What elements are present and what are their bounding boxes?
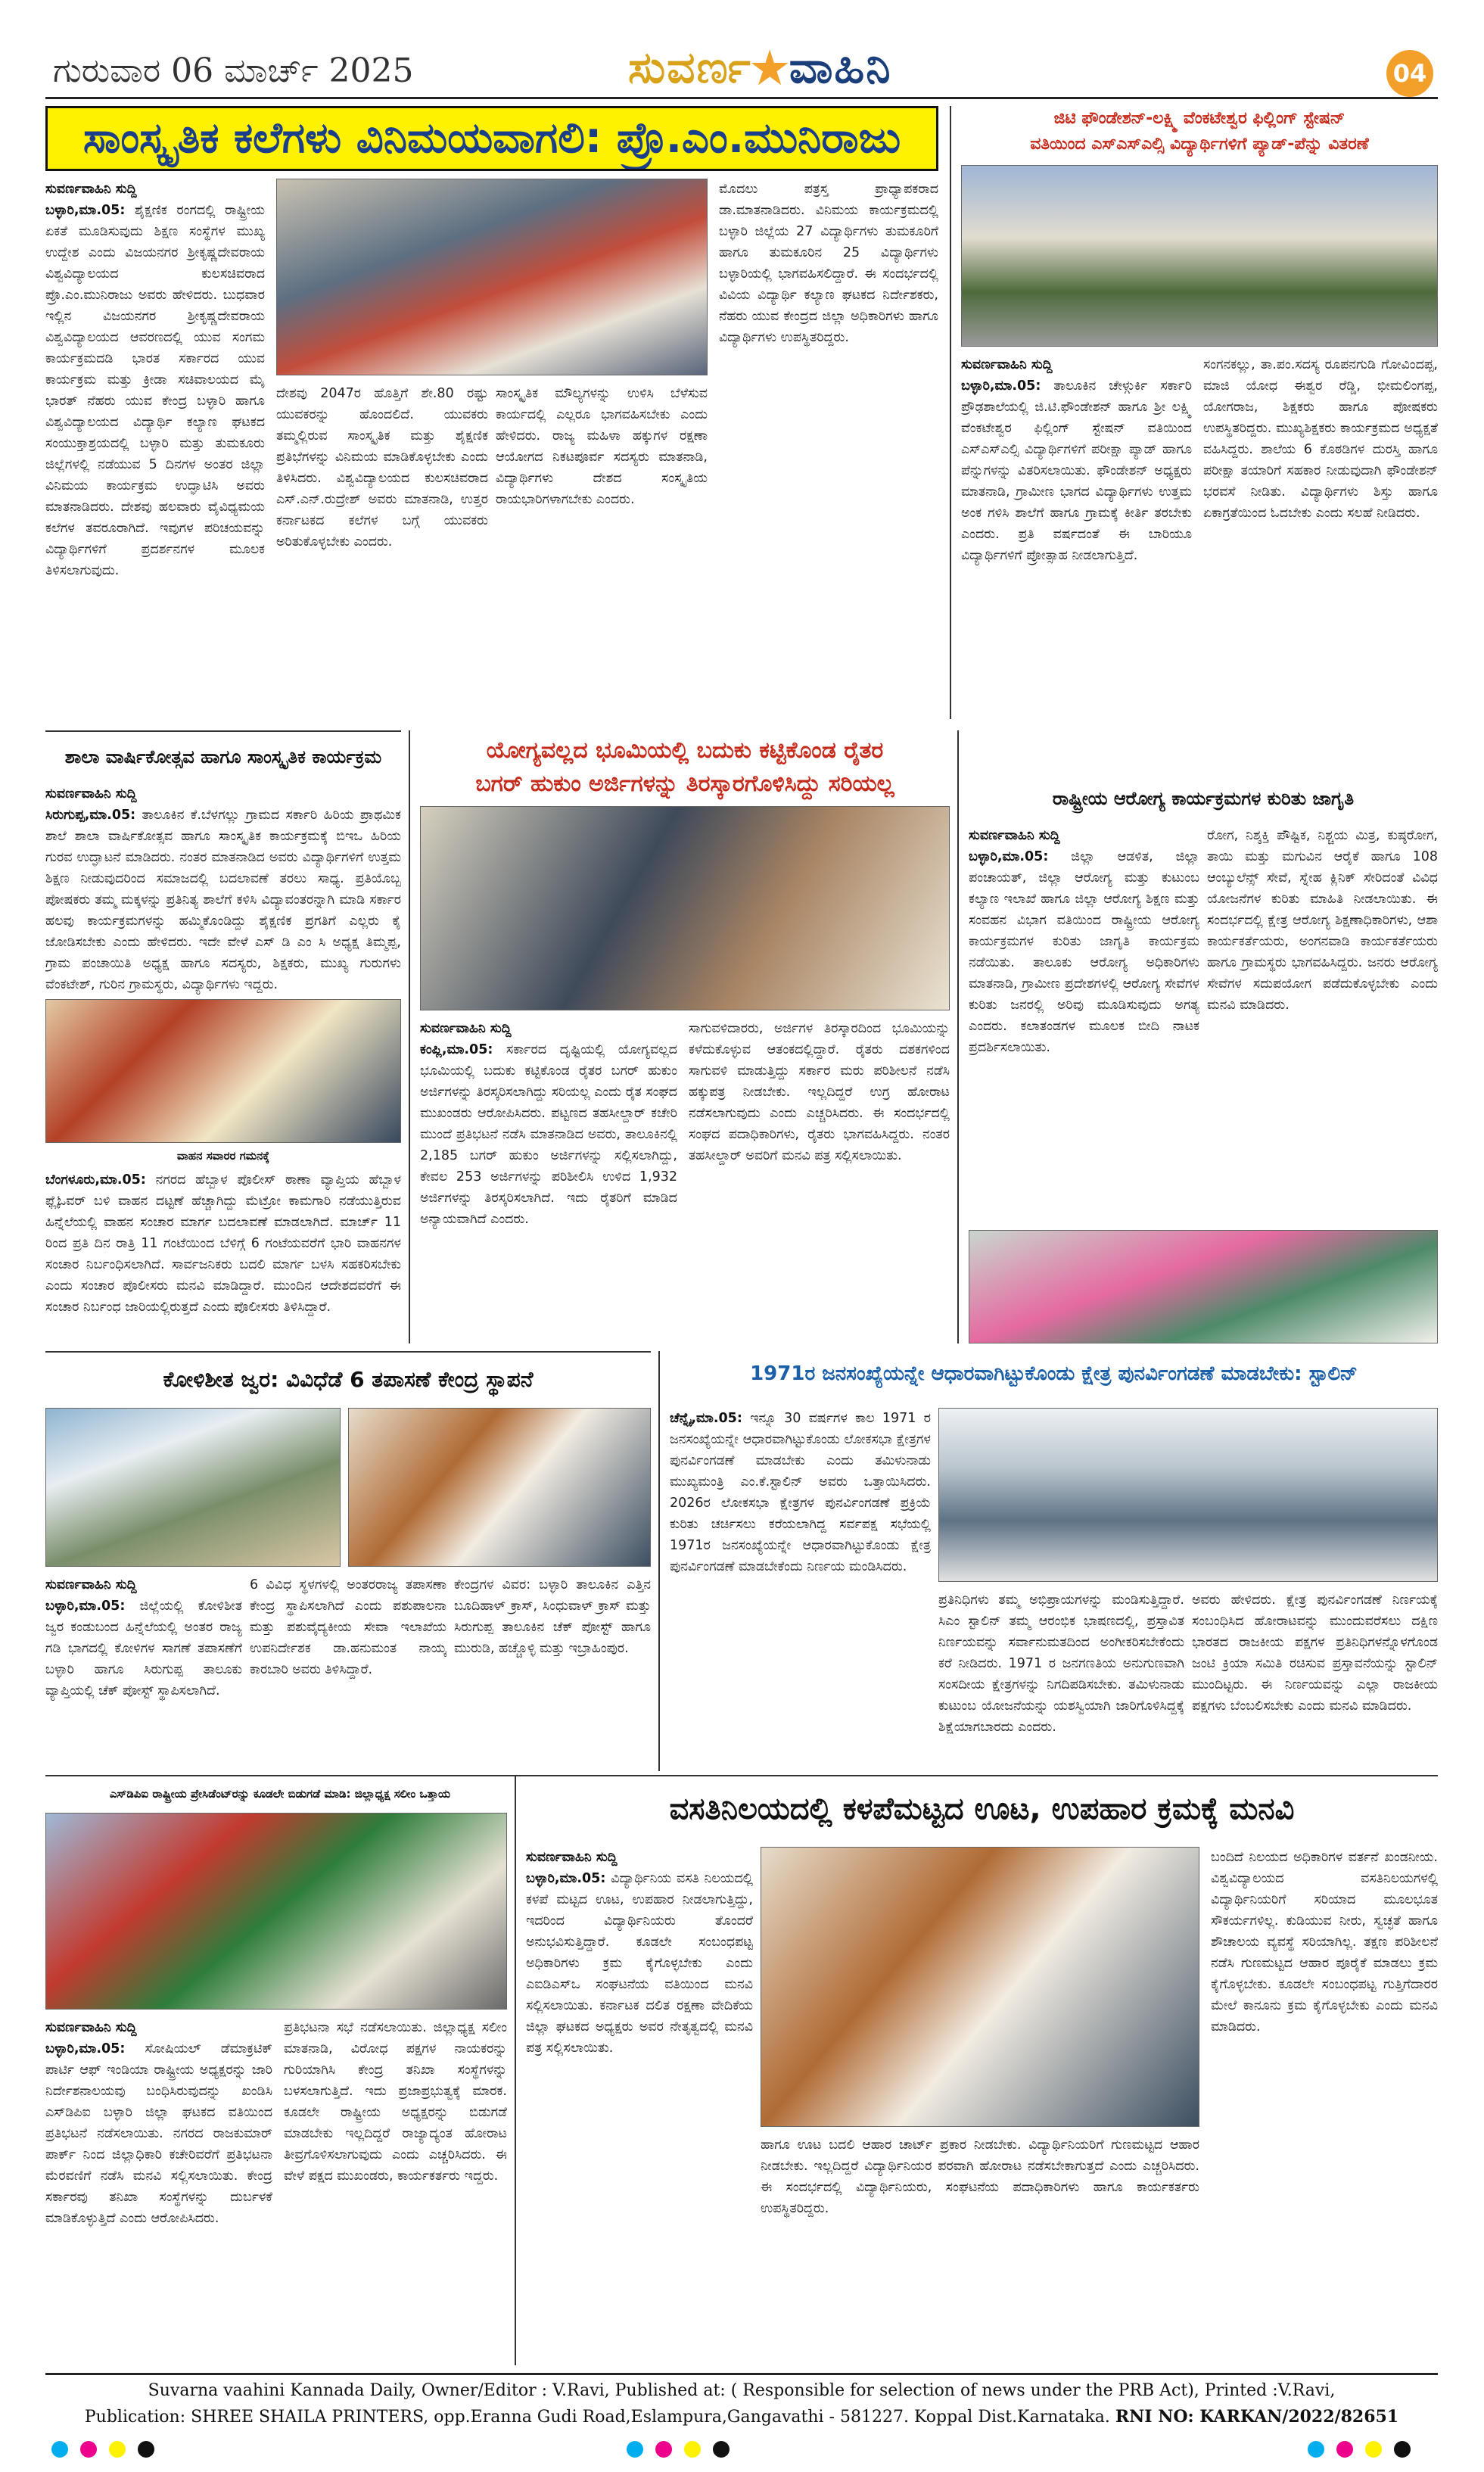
story10-col2: ಹಾಗೂ ಊಟ ಬದಲಿ ಆಹಾರ ಚಾರ್ಟ್ ಪ್ರಕಾರ ನೀಡಬೇಕು. ವಿದ್ಯಾರ್ಥಿನಿಯರಿಗೆ ಗುಣಮಟ್ಟದ ಆಹಾರ ನೀಡಬೇಕು. ಇಲ್ಲದಿದ್ದರೆ ವಿದ್ಯಾರ್ಥಿನಿಯರ ಪರವಾಗಿ ಹೋರಾಟ ನಡೆಸಬೇಕಾಗುತ್ತದೆ ಎಂದು ಎಚ್ಚರಿಸಿದರು. ಈ ಸಂದರ್ಭದಲ್ಲಿ ವಿದ್ಯಾರ್ಥಿನಿಯರು, ಸಂಘಟನೆಯ ಪದಾಧಿಕಾರಿಗಳು ಹಾಗೂ ಕಾರ್ಯಕರ್ತರು ಉಪಸ್ಥಿತರಿದ್ದರು. xyxy=(761,2137,1199,2216)
story1-byline: ಸುವರ್ಣವಾಹಿನಿ ಸುದ್ದಿ xyxy=(45,182,137,197)
story8-dateline: ಬಳ್ಳಾರಿ,ಮಾ.05: xyxy=(45,2041,126,2056)
story7-photo-2 xyxy=(348,1408,651,1567)
story6-byline: ಸುವರ್ಣವಾಹಿನಿ ಸುದ್ದಿ xyxy=(969,828,1060,843)
story5-headline xyxy=(420,734,950,801)
story7-col2: 6 ವಿವಿಧ ಸ್ಥಳಗಳಲ್ಲಿ ಅಂತರರಾಜ್ಯ ತಪಾಸಣಾ ಕೇಂದ್ರ ಸ್ಥಾಪಿಸಲಾಗಿದೆ ಎಂದು ಪಶುಪಾಲನಾ ಮತ್ತು ಪಶುವೈದ್ಯಕೀಯ ಸೇವಾ ಇಲಾಖೆಯ ಉಪನಿರ್ದೇಶಕ ಡಾ.ಹನುಮಂತ ನಾಯ್ಕ ಕಾರಬಾರಿ ಅವರು ತಿಳಿಸಿದ್ದಾರೆ. xyxy=(250,1577,446,1677)
story9-col3: ಅವರು ಹೇಳಿದರು. ಕ್ಷೇತ್ರ ಪುನರ್ವಿಂಗಡಣೆ ನಿರ್ಣಯಕ್ಕೆ ಸಂಬಂಧಿಸಿದ ಹೋರಾಟವನ್ನು ಮುಂದುವರೆಸಲು ದಕ್ಷಿಣ ಭಾರತದ ರಾಜಕೀಯ ಪಕ್ಷಗಳ ಪ್ರತಿನಿಧಿಗಳನ್ನೊಳಗೊಂಡ ಜಂಟಿ ಕ್ರಿಯಾ ಸಮಿತಿ ರಚಿಸುವ ಪ್ರಸ್ತಾವನೆಯನ್ನು ಸ್ಟಾಲಿನ್ ಮುಂದಿಟ್ಟರು. ಈ ನಿರ್ಣಯವನ್ನು ಎಲ್ಲಾ ರಾಜಕೀಯ ಪಕ್ಷಗಳು ಬೆಂಬಲಿಸಬೇಕು ಎಂದು ಮನವಿ ಮಾಡಿದರು. xyxy=(1192,1592,1438,1714)
story10-headline: ವಸತಿನಿಲಯದಲ್ಲಿ ಕಳಪೆಮಟ್ಟದ ಊಟ, ಉಪಹಾರ ಕ್ರಮಕ್ಕೆ ಮನವಿ xyxy=(669,1792,1295,1826)
footer-line1: Suvarna vaahini Kannada Daily, Owner/Editor : V.Ravi, Published at: ( Responsible for selection of news under the PRB Act), Printed :V.Ravi, xyxy=(148,2381,1336,2400)
story3-byline: ಸುವರ್ಣವಾಹಿನಿ ಸುದ್ದಿ xyxy=(45,786,137,802)
story9-headline: 1971ರ ಜನಸಂಖ್ಯೆಯನ್ನೇ ಆಧಾರವಾಗಿಟ್ಟುಕೊಂಡು ಕ್ಷೇತ್ರ ಪುನರ್ವಿಂಗಡಣೆ ಮಾಡಬೇಕು: ಸ್ಟಾಲಿನ್ xyxy=(750,1362,1358,1385)
logo-text-1: ಸುವರ್ಣ xyxy=(628,42,752,93)
story5-dateline: ಕಂಪ್ಲಿ,ಮಾ.05: xyxy=(420,1042,493,1057)
story6-headline: ರಾಷ್ಟ್ರೀಯ ಆರೋಗ್ಯ ಕಾರ್ಯಕ್ರಮಗಳ ಕುರಿತು ಜಾಗೃತಿ xyxy=(1052,788,1355,809)
story7-headline: ಕೋಳಿಶೀತ ಜ್ವರ: ವಿವಿಧೆಡೆ 6 ತಪಾಸಣೆ ಕೇಂದ್ರ ಸ್ಥಾಪನೆ xyxy=(163,1367,534,1392)
footer-rule xyxy=(45,2373,1438,2375)
story5-headline-line2: ಬಗರ್ ಹುಕುಂ ಅರ್ಜಿಗಳನ್ನು ತಿರಸ್ಕಾರಗೊಳಿಸಿದ್ದು ಸರಿಯಲ್ಲ xyxy=(475,771,894,797)
footer-rni: RNI NO: KARKAN/2022/82651 xyxy=(1115,2407,1399,2427)
story2-text-1: ತಾಲೂಕಿನ ಚೇಳ್ಗುರ್ಕಿ ಸರ್ಕಾರಿ ಪ್ರೌಢಶಾಲೆಯಲ್ಲಿ ಜಿ.ಟಿ.ಫೌಂಡೇಶನ್ ಹಾಗೂ ಶ್ರೀ ಲಕ್ಷ್ಮಿ ವೆಂಕಟೇಶ್ವರ ಫಿಲ್ಲಿಂಗ್ ಸ್ಟೇಷನ್ ವತಿಯಿಂದ ಎಸ್ಎಸ್ಎಲ್ಸಿ ವಿದ್ಯಾರ್ಥಿಗಳಿಗೆ ಪರೀಕ್ಷಾ ಪ್ಯಾಡ್ ಹಾಗೂ ಪೆನ್ನುಗಳನ್ನು ವಿತರಿಸಲಾಯಿತು. ಫೌಂಡೇಶನ್ ಅಧ್ಯಕ್ಷರು ಮಾತನಾಡಿ, ಗ್ರಾಮೀಣ ಭಾಗದ ವಿದ್ಯಾರ್ಥಿಗಳು ಉತ್ತಮ ಅಂಕ ಗಳಿಸಿ ಶಾಲೆಗೆ ಹಾಗೂ ಗ್ರಾಮಕ್ಕೆ ಕೀರ್ತಿ ತರಬೇಕು ಎಂದರು. ಪ್ರತಿ ವರ್ಷದಂತೆ ಈ ಬಾರಿಯೂ ವಿದ್ಯಾರ್ಥಿಗಳಿಗೆ ಪ್ರೋತ್ಸಾಹ ನೀಡಲಾಗುತ್ತಿದೆ. xyxy=(961,378,1192,563)
story9-photo xyxy=(938,1408,1438,1582)
story6-photo xyxy=(969,1230,1438,1343)
story7-dateline: ಬಳ್ಳಾರಿ,ಮಾ.05: xyxy=(45,1599,126,1614)
story7-photo-1 xyxy=(45,1408,341,1567)
story1-col4: ಮೊದಲು ಪತ್ರಸ್ತ ಪ್ರಾಧ್ಯಾಪಕರಾದ ಡಾ.ಮಾತನಾಡಿದರು. ವಿನಿಮಯ ಕಾರ್ಯಕ್ರಮದಲ್ಲಿ ಬಳ್ಳಾರಿ ಜಿಲ್ಲೆಯ 27 ವಿದ್ಯಾರ್ಥಿಗಳು ತುಮಕೂರಿಗೆ ಹಾಗೂ ತುಮಕೂರಿನ 25 ವಿದ್ಯಾರ್ಥಿಗಳು ಬಳ್ಳಾರಿಯಲ್ಲಿ ಭಾಗವಹಿಸಲಿದ್ದಾರೆ. ಈ ಸಂದರ್ಭದಲ್ಲಿ ವಿವಿಯ ವಿದ್ಯಾರ್ಥಿ ಕಲ್ಯಾಣ ಘಟಕದ ನಿರ್ದೇಶಕರು, ನೆಹರು ಯುವ ಕೇಂದ್ರದ ಜಿಲ್ಲಾ ಅಧಿಕಾರಿಗಳು ಹಾಗೂ ವಿದ್ಯಾರ್ಥಿಗಳು ಉಪಸ್ಥಿತರಿದ್ದರು. xyxy=(719,182,938,345)
registration-marks-center xyxy=(621,2441,736,2461)
story8-headline: ಎಸ್‌ಡಿಪಿಐ ರಾಷ್ಟ್ರೀಯ ಪ್ರೇಸಿಡೆಂಟ್‌ರನ್ನು ಕೂಡಲೇ ಬಿಡುಗಡೆ ಮಾಡಿ: ಜಿಲ್ಲಾಧ್ಯಕ್ಷ ಸಲೀಂ ಒತ್ತಾಯ xyxy=(109,1787,451,1801)
story5-byline: ಸುವರ್ಣವಾಹಿನಿ ಸುದ್ದಿ xyxy=(420,1021,512,1036)
story3-photo xyxy=(45,999,401,1143)
story10-col3: ಬಂದಿದೆ ನಿಲಯದ ಅಧಿಕಾರಿಗಳ ವರ್ತನೆ ಖಂಡನೀಯ. ವಿಶ್ವವಿದ್ಯಾಲಯದ ವಸತಿನಿಲಯಗಳಲ್ಲಿ ವಿದ್ಯಾರ್ಥಿನಿಯರಿಗೆ ಸರಿಯಾದ ಮೂಲಭೂತ ಸೌಕರ್ಯಗಳಿಲ್ಲ. ಕುಡಿಯುವ ನೀರು, ಸ್ವಚ್ಛತೆ ಹಾಗೂ ಶೌಚಾಲಯ ವ್ಯವಸ್ಥೆ ಸರಿಯಾಗಿಲ್ಲ. ತಕ್ಷಣ ಪರಿಶೀಲನೆ ನಡೆಸಿ ಗುಣಮಟ್ಟದ ಆಹಾರ ಪೂರೈಕೆ ಮಾಡಲು ಕ್ರಮ ಕೈಗೊಳ್ಳಬೇಕು. ಕೂಡಲೇ ಸಂಬಂಧಪಟ್ಟ ಗುತ್ತಿಗೆದಾರರ ಮೇಲೆ ಕಾನೂನು ಕ್ರಮ ಕೈಗೊಳ್ಳಬೇಕು ಎಂದು ಮನವಿ ಮಾಡಿದರು. xyxy=(1211,1850,1438,2035)
rule xyxy=(515,1775,1438,1776)
story9-text-1: ಇನ್ನೂ 30 ವರ್ಷಗಳ ಕಾಲ 1971 ರ ಜನಸಂಖ್ಯೆಯನ್ನೇ ಆಧಾರವಾಗಿಟ್ಟುಕೊಂಡು ಲೋಕಸಭಾ ಕ್ಷೇತ್ರಗಳ ಪುನರ್ವಿಂಗಡಣೆ ಮಾಡಬೇಕು ಎಂದು ತಮಿಳುನಾಡು ಮುಖ್ಯಮಂತ್ರಿ ಎಂ.ಕೆ.ಸ್ಟಾಲಿನ್ ಅವರು ಒತ್ತಾಯಿಸಿದರು. 2026ರ ಲೋಕಸಭಾ ಕ್ಷೇತ್ರಗಳ ಪುನರ್ವಿಂಗಡಣೆ ಪ್ರಕ್ರಿಯೆ ಕುರಿತು ಚರ್ಚಿಸಲು ಕರೆಯಲಾಗಿದ್ದ ಸರ್ವಪಕ್ಷ ಸಭೆಯಲ್ಲಿ 1971ರ ಜನಸಂಖ್ಯೆಯನ್ನೇ ಆಧಾರವಾಗಿಟ್ಟುಕೊಂಡು ಕ್ಷೇತ್ರ ಪುನರ್ವಿಂಗಡಣೆ ಮಾಡಬೇಕೆಂದು ನಿರ್ಣಯ ಮಂಡಿಸಿದರು. xyxy=(670,1411,931,1574)
registration-marks-right xyxy=(1302,2441,1417,2461)
story8-text-1: ಸೋಷಿಯಲ್ ಡೆಮಾಕ್ರಟಿಕ್ ಪಾರ್ಟಿ ಆಫ್ ಇಂಡಿಯಾ ರಾಷ್ಟ್ರೀಯ ಅಧ್ಯಕ್ಷರನ್ನು ಜಾರಿ ನಿರ್ದೇಶನಾಲಯವು ಬಂಧಿಸಿರುವುದನ್ನು ಖಂಡಿಸಿ ಎಸ್‌ಡಿಪಿಐ ಬಳ್ಳಾರಿ ಜಿಲ್ಲಾ ಘಟಕದ ವತಿಯಿಂದ ಪ್ರತಿಭಟನೆ ನಡೆಸಲಾಯಿತು. ನಗರದ ರಾಜಕುಮಾರ್ ಪಾರ್ಕ್ ನಿಂದ ಜಿಲ್ಲಾಧಿಕಾರಿ ಕಚೇರಿವರೆಗೆ ಪ್ರತಿಭಟನಾ ಮೆರವಣಿಗೆ ನಡೆಸಿ ಮನವಿ ಸಲ್ಲಿಸಲಾಯಿತು. ಕೇಂದ್ರ ಸರ್ಕಾರವು ತನಿಖಾ ಸಂಸ್ಥೆಗಳನ್ನು ದುರ್ಬಳಕೆ ಮಾಡಿಕೊಳ್ಳುತ್ತಿದೆ ಎಂದು ಆರೋಪಿಸಿದರು. xyxy=(45,2041,272,2226)
story9-col2: ಪ್ರತಿನಿಧಿಗಳು ತಮ್ಮ ಅಭಿಪ್ರಾಯಗಳನ್ನು ಮಂಡಿಸುತ್ತಿದ್ದಾರೆ. ಸಿಎಂ ಸ್ಟಾಲಿನ್ ತಮ್ಮ ಆರಂಭಿಕ ಭಾಷಣದಲ್ಲಿ, ಪ್ರಸ್ತಾವಿತ ನಿರ್ಣಯವನ್ನು ಸರ್ವಾನುಮತದಿಂದ ಅಂಗೀಕರಿಸಬೇಕೆಂದು ಕರೆ ನೀಡಿದರು. 1971 ರ ಜನಗಣತಿಯ ಅನುಗುಣವಾಗಿ ಸಂಸದೀಯ ಕ್ಷೇತ್ರಗಳನ್ನು ನಿಗದಿಪಡಿಸಬೇಕು. ತಮಿಳುನಾಡು ಕುಟುಂಬ ಯೋಜನೆಯನ್ನು ಯಶಸ್ವಿಯಾಗಿ ಜಾರಿಗೊಳಿಸಿದ್ದಕ್ಕೆ ಶಿಕ್ಷೆಯಾಗಬಾರದು ಎಂದರು. xyxy=(938,1592,1184,1735)
story9-col1 xyxy=(670,1408,931,1771)
story3-text: ತಾಲೂಕಿನ ಕೆ.ಬೆಳಗಲ್ಲು ಗ್ರಾಮದ ಸರ್ಕಾರಿ ಹಿರಿಯ ಪ್ರಾಥಮಿಕ ಶಾಲೆ ಶಾಲಾ ವಾರ್ಷಿಕೋತ್ಸವ ಹಾಗೂ ಸಾಂಸ್ಕೃತಿಕ ಕಾರ್ಯಕ್ರಮಕ್ಕೆ ಬಿಇಒ ಹಿರಿಯ ಗುರವ ಉದ್ಘಾಟನೆ ಮಾಡಿದರು. ನಂತರ ಮಾತನಾಡಿದ ಅವರು ವಿದ್ಯಾರ್ಥಿಗಳಿಗೆ ಉತ್ತಮ ಶಿಕ್ಷಣ ನೀಡುವುದರಿಂದ ಸಮಾಜದಲ್ಲಿ ಬದಲಾವಣೆ ತರಲು ಸಾಧ್ಯ. ಪ್ರತಿಯೊಬ್ಬ ಪೋಷಕರು ತಮ್ಮ ಮಕ್ಕಳನ್ನು ಪ್ರತಿನಿತ್ಯ ಶಾಲೆಗೆ ಕಳಿಸಿ ವಿದ್ಯಾವಂತರನ್ನಾಗಿ ಮಾಡಿ ಸರ್ಕಾರ ಹಲವು ಕಾರ್ಯಕ್ರಮಗಳನ್ನು ಹಮ್ಮಿಕೊಂಡಿದ್ದು ಶೈಕ್ಷಣಿಕ ಪ್ರಗತಿಗೆ ಎಲ್ಲರು ಕೈ ಜೋಡಿಸಬೇಕು ಎಂದು ಹೇಳಿದರು. ಇದೇ ವೇಳೆ ಎಸ್ ಡಿ ಎಂ ಸಿ ಅಧ್ಯಕ್ಷ ತಿಮ್ಮಪ್ಪ, ಗ್ರಾಮ ಪಂಚಾಯಿತಿ ಅಧ್ಯಕ್ಷ ಹಾಗೂ ಸದಸ್ಯರು, ಶಿಕ್ಷಕರು, ಮುಖ್ಯ ಗುರುಗಳು ವೆಂಕಟೇಶ್, ಗುರಿನ ಗ್ರಾಮಸ್ಥರು, ವಿದ್ಯಾರ್ಥಿಗಳು ಇದ್ದರು. xyxy=(45,808,401,992)
story5-col2: ಸಾಗುವಳಿದಾರರು, ಅರ್ಜಿಗಳ ತಿರಸ್ಕಾರದಿಂದ ಭೂಮಿಯನ್ನು ಕಳೆದುಕೊಳ್ಳುವ ಆತಂಕದಲ್ಲಿದ್ದಾರೆ. ರೈತರು ದಶಕಗಳಿಂದ ಸಾಗುವಳಿ ಮಾಡುತ್ತಿದ್ದು ಸರ್ಕಾರ ಮರು ಪರಿಶೀಲನೆ ನಡೆಸಿ ಹಕ್ಕುಪತ್ರ ನೀಡಬೇಕು. ಇಲ್ಲದಿದ್ದರೆ ಉಗ್ರ ಹೋರಾಟ ನಡೆಸಲಾಗುವುದು ಎಂದು ಎಚ್ಚರಿಸಿದರು. ಈ ಸಂದರ್ಭದಲ್ಲಿ ಸಂಘದ ಪದಾಧಿಕಾರಿಗಳು, ರೈತರು ಭಾಗವಹಿಸಿದ್ದರು. ನಂತರ ತಹಸೀಲ್ದಾರ್ ಅವರಿಗೆ ಮನವಿ ಪತ್ರ ಸಲ್ಲಿಸಲಾಯಿತು. xyxy=(689,1021,950,1163)
story3-headline: ಶಾಲಾ ವಾರ್ಷಿಕೋತ್ಸವ ಹಾಗೂ ಸಾಂಸ್ಕೃತಿಕ ಕಾರ್ಯಕ್ರಮ xyxy=(64,746,382,767)
story1-col3: ಸಾಂಸ್ಕೃತಿಕ ಮೌಲ್ಯಗಳನ್ನು ಉಳಿಸಿ ಬೆಳೆಸುವ ಕಾರ್ಯದಲ್ಲಿ ಎಲ್ಲರೂ ಭಾಗವಹಿಸಬೇಕು ಎಂದು ಹೇಳಿದರು. ರಾಜ್ಯ ಮಹಿಳಾ ಹಕ್ಕುಗಳ ರಕ್ಷಣಾ ಆಯೋಗದ ನಿಕಟಪೂರ್ವ ಸದಸ್ಯರು ಮಾತನಾಡಿ, ವಿದ್ಯಾರ್ಥಿಗಳು ದೇಶದ ಸಂಸ್ಕೃತಿಯ ರಾಯಭಾರಿಗಳಾಗಬೇಕು ಎಂದರು. xyxy=(496,386,708,507)
story1-col1 xyxy=(45,179,265,724)
story7-col3: ಕೇಂದ್ರಗಳ ವಿವರ: ಬಳ್ಳಾರಿ ತಾಲೂಕಿನ ಎತ್ತಿನ ಬೂದಿಹಾಳ್ ಕ್ರಾಸ್, ಸಿಂಧುವಾಳ್ ಕ್ರಾಸ್ ಮತ್ತು ಸಿರುಗುಪ್ಪ ತಾಲೂಕಿನ ಚೆಕ್ ಪೋಸ್ಟ್ ಹಾಗೂ ಮುರುಡಿ, ಹಚ್ಚೊಳ್ಳಿ ಮತ್ತು ಇಬ್ರಾಹಿಂಪುರ. xyxy=(454,1577,651,1656)
column-divider xyxy=(515,1775,516,2365)
story2-photo xyxy=(961,165,1438,347)
story10-byline: ಸುವರ್ಣವಾಹಿನಿ ಸುದ್ದಿ xyxy=(526,1850,618,1865)
story7-col1 xyxy=(45,1574,242,1767)
column-divider xyxy=(409,730,410,1343)
story2-byline: ಸುವರ್ಣವಾಹಿನಿ ಸುದ್ದಿ xyxy=(961,357,1053,372)
story3-body xyxy=(45,783,401,995)
column-divider xyxy=(658,1351,660,1771)
rule xyxy=(45,1351,651,1353)
column-divider xyxy=(950,106,951,719)
story1-photo xyxy=(276,179,708,375)
story5-col1 xyxy=(420,1018,677,1343)
story8-col2: ಪ್ರತಿಭಟನಾ ಸಭೆ ನಡೆಸಲಾಯಿತು. ಜಿಲ್ಲಾಧ್ಯಕ್ಷ ಸಲೀಂ ಮಾತನಾಡಿ, ವಿರೋಧ ಪಕ್ಷಗಳ ನಾಯಕರನ್ನು ಗುರಿಯಾಗಿಸಿ ಕೇಂದ್ರ ತನಿಖಾ ಸಂಸ್ಥೆಗಳನ್ನು ಬಳಸಲಾಗುತ್ತಿದೆ. ಇದು ಪ್ರಜಾಪ್ರಭುತ್ವಕ್ಕೆ ಮಾರಕ. ಕೂಡಲೇ ರಾಷ್ಟ್ರೀಯ ಅಧ್ಯಕ್ಷರನ್ನು ಬಿಡುಗಡೆ ಮಾಡಬೇಕು ಇಲ್ಲದಿದ್ದರೆ ರಾಜ್ಯಾದ್ಯಂತ ಹೋರಾಟ ತೀವ್ರಗೊಳಿಸಲಾಗುವುದು ಎಂದು ಎಚ್ಚರಿಸಿದರು. ಈ ವೇಳೆ ಪಕ್ಷದ ಮುಖಂಡರು, ಕಾರ್ಯಕರ್ತರು ಇದ್ದರು. xyxy=(284,2020,507,2184)
footer-imprint xyxy=(45,2378,1438,2430)
story6-dateline: ಬಳ್ಳಾರಿ,ಮಾ.05: xyxy=(969,849,1049,864)
story7-text-1: ಜಿಲ್ಲೆಯಲ್ಲಿ ಕೋಳಿಶೀತ ಜ್ವರ ಕಂಡುಬಂದ ಹಿನ್ನೆಲೆಯಲ್ಲಿ ಅಂತರ ರಾಜ್ಯ ಗಡಿ ಭಾಗದಲ್ಲಿ ಕೋಳಿಗಳ ಸಾಗಣೆ ತಪಾಸಣೆಗೆ ಬಳ್ಳಾರಿ ಹಾಗೂ ಸಿರುಗುಪ್ಪ ತಾಲೂಕು ವ್ಯಾಪ್ತಿಯಲ್ಲಿ ಚೆಕ್ ಪೋಸ್ಟ್ ಸ್ಥಾಪಿಸಲಾಗಿದೆ. xyxy=(45,1599,242,1698)
story1-text-1: ಶೈಕ್ಷಣಿಕ ರಂಗದಲ್ಲಿ ರಾಷ್ಟ್ರೀಯ ಏಕತೆ ಮೂಡಿಸುವುದು ಶಿಕ್ಷಣ ಸಂಸ್ಥೆಗಳ ಮುಖ್ಯ ಉದ್ದೇಶ ಎಂದು ವಿಜಯನಗರ ಶ್ರೀಕೃಷ್ಣದೇವರಾಯ ವಿಶ್ವವಿದ್ಯಾಲಯದ ಕುಲಸಚಿವರಾದ ಪ್ರೊ.ಎಂ.ಮುನಿರಾಜು ಅವರು ಹೇಳಿದರು. ಬುಧವಾರ ಇಲ್ಲಿನ ವಿಜಯನಗರ ಶ್ರೀಕೃಷ್ಣದೇವರಾಯ ವಿಶ್ವವಿದ್ಯಾಲಯದ ಆವರಣದಲ್ಲಿ ಯುವ ಸಂಗಮ ಕಾರ್ಯಕ್ರಮದಡಿ ಭಾರತ ಸರ್ಕಾರದ ಯುವ ಕಾರ್ಯಕ್ರಮ ಮತ್ತು ಕ್ರೀಡಾ ಸಚಿವಾಲಯದ ಮೈ ಭಾರತ್ ನೆಹರು ಯುವ ಕೇಂದ್ರ ಬಳ್ಳಾರಿ ಹಾಗೂ ವಿಶ್ವವಿದ್ಯಾಲಯದ ವಿದ್ಯಾರ್ಥಿ ಕಲ್ಯಾಣ ಘಟಕದ ಸಂಯುಕ್ತಾಶ್ರಯದಲ್ಲಿ ಬಳ್ಳಾರಿ ಮತ್ತು ತುಮಕೂರು ಜಿಲ್ಲೆಗಳಲ್ಲಿ ನಡೆಯುವ 5 ದಿನಗಳ ಅಂತರ ಜಿಲ್ಲಾ ವಿನಿಮಯ ಕಾರ್ಯಕ್ರಮ ಉದ್ಘಾಟಿಸಿ ಅವರು ಮಾತನಾಡಿದರು. ದೇಶವು ಹಲವಾರು ವೈವಿಧ್ಯಮಯ ಕಲೆಗಳ ತವರೂರಾಗಿದೆ. ಇವುಗಳ ಪರಿಚಯವನ್ನು ವಿದ್ಯಾರ್ಥಿಗಳಿಗೆ ಪ್ರದರ್ಶನಗಳ ಮೂಲಕ ತಿಳಿಸಲಾಗುವುದು. xyxy=(45,203,265,578)
registration-marks-left xyxy=(45,2441,160,2461)
story5-text-1: ಸರ್ಕಾರದ ದೃಷ್ಟಿಯಲ್ಲಿ ಯೋಗ್ಯವಲ್ಲದ ಭೂಮಿಯಲ್ಲಿ ಬದುಕು ಕಟ್ಟಿಕೊಂಡ ರೈತರ ಬಗರ್ ಹುಕುಂ ಅರ್ಜಿಗಳನ್ನು ತಿರಸ್ಕರಿಸಲಾಗಿದ್ದು ಸರಿಯಲ್ಲ ಎಂದು ರೈತ ಸಂಘದ ಮುಖಂಡರು ಆರೋಪಿಸಿದರು. ಪಟ್ಟಣದ ತಹಸೀಲ್ದಾರ್ ಕಚೇರಿ ಮುಂದೆ ಪ್ರತಿಭಟನೆ ನಡೆಸಿ ಮಾತನಾಡಿದ ಅವರು, ತಾಲೂಕಿನಲ್ಲಿ 2,185 ಬಗರ್ ಹುಕುಂ ಅರ್ಜಿಗಳನ್ನು ಸಲ್ಲಿಸಲಾಗಿದ್ದು, ಕೇವಲ 253 ಅರ್ಜಿಗಳನ್ನು ಪರಿಶೀಲಿಸಿ ಉಳಿದ 1,932 ಅರ್ಜಿಗಳನ್ನು ತಿರಸ್ಕರಿಸಲಾಗಿದೆ. ಇದು ರೈತರಿಗೆ ಮಾಡಿದ ಅನ್ಯಾಯವಾಗಿದೆ ಎಂದರು. xyxy=(420,1042,677,1227)
logo-text-2: ವಾಹಿನಿ xyxy=(789,42,892,93)
page-number-badge: 04 xyxy=(1386,50,1433,97)
story4-caption: ವಾಹನ ಸವಾರರ ಗಮನಕ್ಕೆ xyxy=(176,1149,270,1163)
story6-col1 xyxy=(969,825,1199,1226)
story7-byline: ಸುವರ್ಣವಾಹಿನಿ ಸುದ್ದಿ xyxy=(45,1577,137,1592)
story2-dateline: ಬಳ್ಳಾರಿ,ಮಾ.05: xyxy=(961,378,1041,394)
story9-dateline: ಚೆನ್ನೈ,ಮಾ.05: xyxy=(670,1411,742,1426)
story1-headline: ಸಾಂಸ್ಕೃತಿಕ ಕಲೆಗಳು ವಿನಿಮಯವಾಗಲಿ: ಪ್ರೊ.ಎಂ.ಮುನಿರಾಜು xyxy=(45,106,938,171)
story4-dateline: ಬೆಂಗಳೂರು,ಮಾ.05: xyxy=(45,1172,146,1188)
story4-body xyxy=(45,1169,401,1343)
story8-photo xyxy=(45,1813,507,2010)
newspaper-logo: ಸುವರ್ಣ★ವಾಹಿನಿ xyxy=(628,42,892,93)
rule xyxy=(45,730,401,732)
story10-col1 xyxy=(526,1847,753,2365)
story2-col1 xyxy=(961,354,1192,718)
story5-photo xyxy=(420,806,950,1010)
story2-headline-line1: ಜಿಟಿ ಫೌಂಡೇಶನ್-ಲಕ್ಷ್ಮಿ ವೆಂಕಟೇಶ್ವರ ಫಿಲ್ಲಿಂಗ್ ಸ್ಟೇಷನ್ xyxy=(1053,109,1346,128)
story2-headline-line2: ವತಿಯಿಂದ ಎಸ್ಎಸ್ಎಲ್ಸಿ ವಿದ್ಯಾರ್ಥಿಗಳಿಗೆ ಪ್ಯಾಡ್-ಪೆನ್ನು ವಿತರಣೆ xyxy=(1030,135,1369,154)
story4-text: ನಗರದ ಹೆಬ್ಬಾಳ ಪೊಲೀಸ್ ಠಾಣಾ ವ್ಯಾಪ್ತಿಯ ಹೆಬ್ಬಾಳ ಫ್ಲೈಓವರ್ ಬಳಿ ವಾಹನ ದಟ್ಟಣೆ ಹೆಚ್ಚಾಗಿದ್ದು ಮೆಟ್ರೋ ಕಾಮಗಾರಿ ನಡೆಯುತ್ತಿರುವ ಹಿನ್ನೆಲೆಯಲ್ಲಿ ವಾಹನ ಸಂಚಾರ ಮಾರ್ಗ ಬದಲಾವಣೆ ಮಾಡಲಾಗಿದೆ. ಮಾರ್ಚ್ 11 ರಿಂದ ಪ್ರತಿ ದಿನ ರಾತ್ರಿ 11 ಗಂಟೆಯಿಂದ ಬೆಳಿಗ್ಗೆ 6 ಗಂಟೆಯವರೆಗೆ ಭಾರಿ ವಾಹನಗಳ ಸಂಚಾರ ನಿರ್ಬಂಧಿಸಲಾಗಿದೆ. ಸಾರ್ವಜನಿಕರು ಬದಲಿ ಮಾರ್ಗ ಬಳಸಿ ಸಹಕರಿಸಬೇಕು ಎಂದು ಸಂಚಾರ ಪೊಲೀಸರು ಮನವಿ ಮಾಡಿದ್ದಾರೆ. ಮುಂದಿನ ಆದೇಶದವರೆಗೆ ಈ ಸಂಚಾರ ನಿರ್ಬಂಧ ಜಾರಿಯಲ್ಲಿರುತ್ತದೆ ಎಂದು ಪೊಲೀಸರು ತಿಳಿಸಿದ್ದಾರೆ. xyxy=(45,1172,401,1315)
story1-dateline: ಬಳ್ಳಾರಿ,ಮಾ.05: xyxy=(45,203,126,218)
story1-col2: ದೇಶವು 2047ರ ಹೊತ್ತಿಗೆ ಶೇ.80 ರಷ್ಟು ಯುವಕರನ್ನು ಹೊಂದಲಿದೆ. ಯುವಕರು ತಮ್ಮಲ್ಲಿರುವ ಸಾಂಸ್ಕೃತಿಕ ಮತ್ತು ಶೈಕ್ಷಣಿಕ ಪ್ರತಿಭೆಗಳನ್ನು ವಿನಿಮಯ ಮಾಡಿಕೊಳ್ಳಬೇಕು ಎಂದು ತಿಳಿಸಿದರು. ವಿಶ್ವವಿದ್ಯಾಲಯದ ಕುಲಸಚಿವರಾದ ಎಸ್.ಎನ್.ರುದ್ರೇಶ್ ಅವರು ಮಾತನಾಡಿ, ಉತ್ತರ ಕರ್ನಾಟಕದ ಕಲೆಗಳ ಬಗ್ಗೆ ಯುವಕರು ಅರಿತುಕೊಳ್ಳಬೇಕು ಎಂದರು. xyxy=(276,386,488,550)
story2-col2: ಸಂಗನಕಲ್ಲು, ತಾ.ಪಂ.ಸದಸ್ಯ ರೂಪನಗುಡಿ ಗೋವಿಂದಪ್ಪ, ಮಾಜಿ ಯೋಧ ಈಶ್ವರ ರೆಡ್ಡಿ, ಭೀಮಲಿಂಗಪ್ಪ, ಯೋಗರಾಜ, ಶಿಕ್ಷಕರು ಹಾಗೂ ಪೋಷಕರು ಉಪಸ್ಥಿತರಿದ್ದರು. ಮುಖ್ಯಶಿಕ್ಷಕರು ಕಾರ್ಯಕ್ರಮದ ಅಧ್ಯಕ್ಷತೆ ವಹಿಸಿದ್ದರು. ಶಾಲೆಯ 6 ಕೊಠಡಿಗಳ ದುರಸ್ತಿ ಹಾಗೂ ಪರೀಕ್ಷಾ ತಯಾರಿಗೆ ಸಹಕಾರ ನೀಡುವುದಾಗಿ ಫೌಂಡೇಶನ್ ಭರವಸೆ ನೀಡಿತು. ವಿದ್ಯಾರ್ಥಿಗಳು ಶಿಸ್ತು ಹಾಗೂ ಏಕಾಗ್ರತೆಯಿಂದ ಓದಬೇಕು ಎಂದು ಸಲಹೆ ನೀಡಿದರು. xyxy=(1203,357,1438,521)
masthead-rule xyxy=(45,97,1438,99)
story6-text-1: ಜಿಲ್ಲಾ ಆಡಳಿತ, ಜಿಲ್ಲಾ ಪಂಚಾಯತ್, ಜಿಲ್ಲಾ ಆರೋಗ್ಯ ಮತ್ತು ಕುಟುಂಬ ಕಲ್ಯಾಣ ಇಲಾಖೆ ಹಾಗೂ ಜಿಲ್ಲಾ ಆರೋಗ್ಯ ಶಿಕ್ಷಣ ಮತ್ತು ಸಂವಹನ ವಿಭಾಗ ವತಿಯಿಂದ ರಾಷ್ಟ್ರೀಯ ಆರೋಗ್ಯ ಕಾರ್ಯಕ್ರಮಗಳ ಕುರಿತು ಜಾಗೃತಿ ಕಾರ್ಯಕ್ರಮ ನಡೆಯಿತು. ತಾಲೂಕು ಆರೋಗ್ಯ ಅಧಿಕಾರಿಗಳು ಮಾತನಾಡಿ, ಗ್ರಾಮೀಣ ಪ್ರದೇಶಗಳಲ್ಲಿ ಆರೋಗ್ಯ ಸೇವೆಗಳ ಕುರಿತು ಜನರಲ್ಲಿ ಅರಿವು ಮೂಡಿಸುವುದು ಅಗತ್ಯ ಎಂದರು. ಕಲಾತಂಡಗಳ ಮೂಲಕ ಬೀದಿ ನಾಟಕ ಪ್ರದರ್ಶಿಸಲಾಯಿತು. xyxy=(969,849,1199,1055)
issue-date: ಗುರುವಾರ 06 ಮಾರ್ಚ್ 2025 xyxy=(53,51,414,90)
footer-line2: Publication: SHREE SHAILA PRINTERS, opp.Eranna Gudi Road,Eslampura,Gangavathi - 581227. Koppal Dist.Karnataka. xyxy=(84,2408,1110,2427)
story2-headline xyxy=(961,106,1438,157)
story10-text-1: ವಿದ್ಯಾರ್ಥಿನಿಯ ವಸತಿ ನಿಲಯದಲ್ಲಿ ಕಳಪೆ ಮಟ್ಟದ ಊಟ, ಉಪಹಾರ ನೀಡಲಾಗುತ್ತಿದ್ದು, ಇದರಿಂದ ವಿದ್ಯಾರ್ಥಿನಿಯರು ತೊಂದರೆ ಅನುಭವಿಸುತ್ತಿದ್ದಾರೆ. ಕೂಡಲೇ ಸಂಬಂಧಪಟ್ಟ ಅಧಿಕಾರಿಗಳು ಕ್ರಮ ಕೈಗೊಳ್ಳಬೇಕು ಎಂದು ಎಐಡಿಎಸ್‌ಒ ಸಂಘಟನೆಯ ವತಿಯಿಂದ ಮನವಿ ಸಲ್ಲಿಸಲಾಯಿತು. ಕರ್ನಾಟಕ ದಲಿತ ರಕ್ಷಣಾ ವೇದಿಕೆಯ ಜಿಲ್ಲಾ ಘಟಕದ ಅಧ್ಯಕ್ಷರು ಅವರ ನೇತೃತ್ವದಲ್ಲಿ ಮನವಿ ಪತ್ರ ಸಲ್ಲಿಸಲಾಯಿತು. xyxy=(526,1871,753,2056)
story5-headline-line1: ಯೋಗ್ಯವಲ್ಲದ ಭೂಮಿಯಲ್ಲಿ ಬದುಕು ಕಟ್ಟಿಕೊಂಡ ರೈತರ xyxy=(486,737,884,764)
story10-dateline: ಬಳ್ಳಾರಿ,ಮಾ.05: xyxy=(526,1871,606,1886)
story3-dateline: ಸಿರುಗುಪ್ಪ,ಮಾ.05: xyxy=(45,808,136,823)
story8-col1 xyxy=(45,2017,272,2365)
column-divider xyxy=(957,730,959,1343)
story8-byline: ಸುವರ್ಣವಾಹಿನಿ ಸುದ್ದಿ xyxy=(45,2020,137,2035)
story10-photo xyxy=(761,1847,1199,2127)
story6-col2: ರೋಗ, ನಿಶ್ಶಕ್ತಿ ಪೌಷ್ಟಿಕ, ನಿಶ್ಚಯ ಮಿತ್ರ, ಕುಷ್ಠರೋಗ, ತಾಯಿ ಮತ್ತು ಮಗುವಿನ ಆರೈಕೆ ಹಾಗೂ 108 ಆಂಬ್ಯುಲೆನ್ಸ್ ಸೇವೆ, ಸ್ನೇಹ ಕ್ಲಿನಿಕ್ ಸೇರಿದಂತೆ ವಿವಿಧ ಯೋಜನೆಗಳ ಕುರಿತು ಮಾಹಿತಿ ನೀಡಲಾಯಿತು. ಈ ಸಂದರ್ಭದಲ್ಲಿ ಕ್ಷೇತ್ರ ಆರೋಗ್ಯ ಶಿಕ್ಷಣಾಧಿಕಾರಿಗಳು, ಆಶಾ ಕಾರ್ಯಕರ್ತೆಯರು, ಅಂಗನವಾಡಿ ಕಾರ್ಯಕರ್ತೆಯರು ಹಾಗೂ ಗ್ರಾಮಸ್ಥರು ಭಾಗವಹಿಸಿದ್ದರು. ಜನರು ಆರೋಗ್ಯ ಸೇವೆಗಳ ಸದುಪಯೋಗ ಪಡೆದುಕೊಳ್ಳಬೇಕು ಎಂದು ಮನವಿ ಮಾಡಿದರು. xyxy=(1207,828,1438,1013)
